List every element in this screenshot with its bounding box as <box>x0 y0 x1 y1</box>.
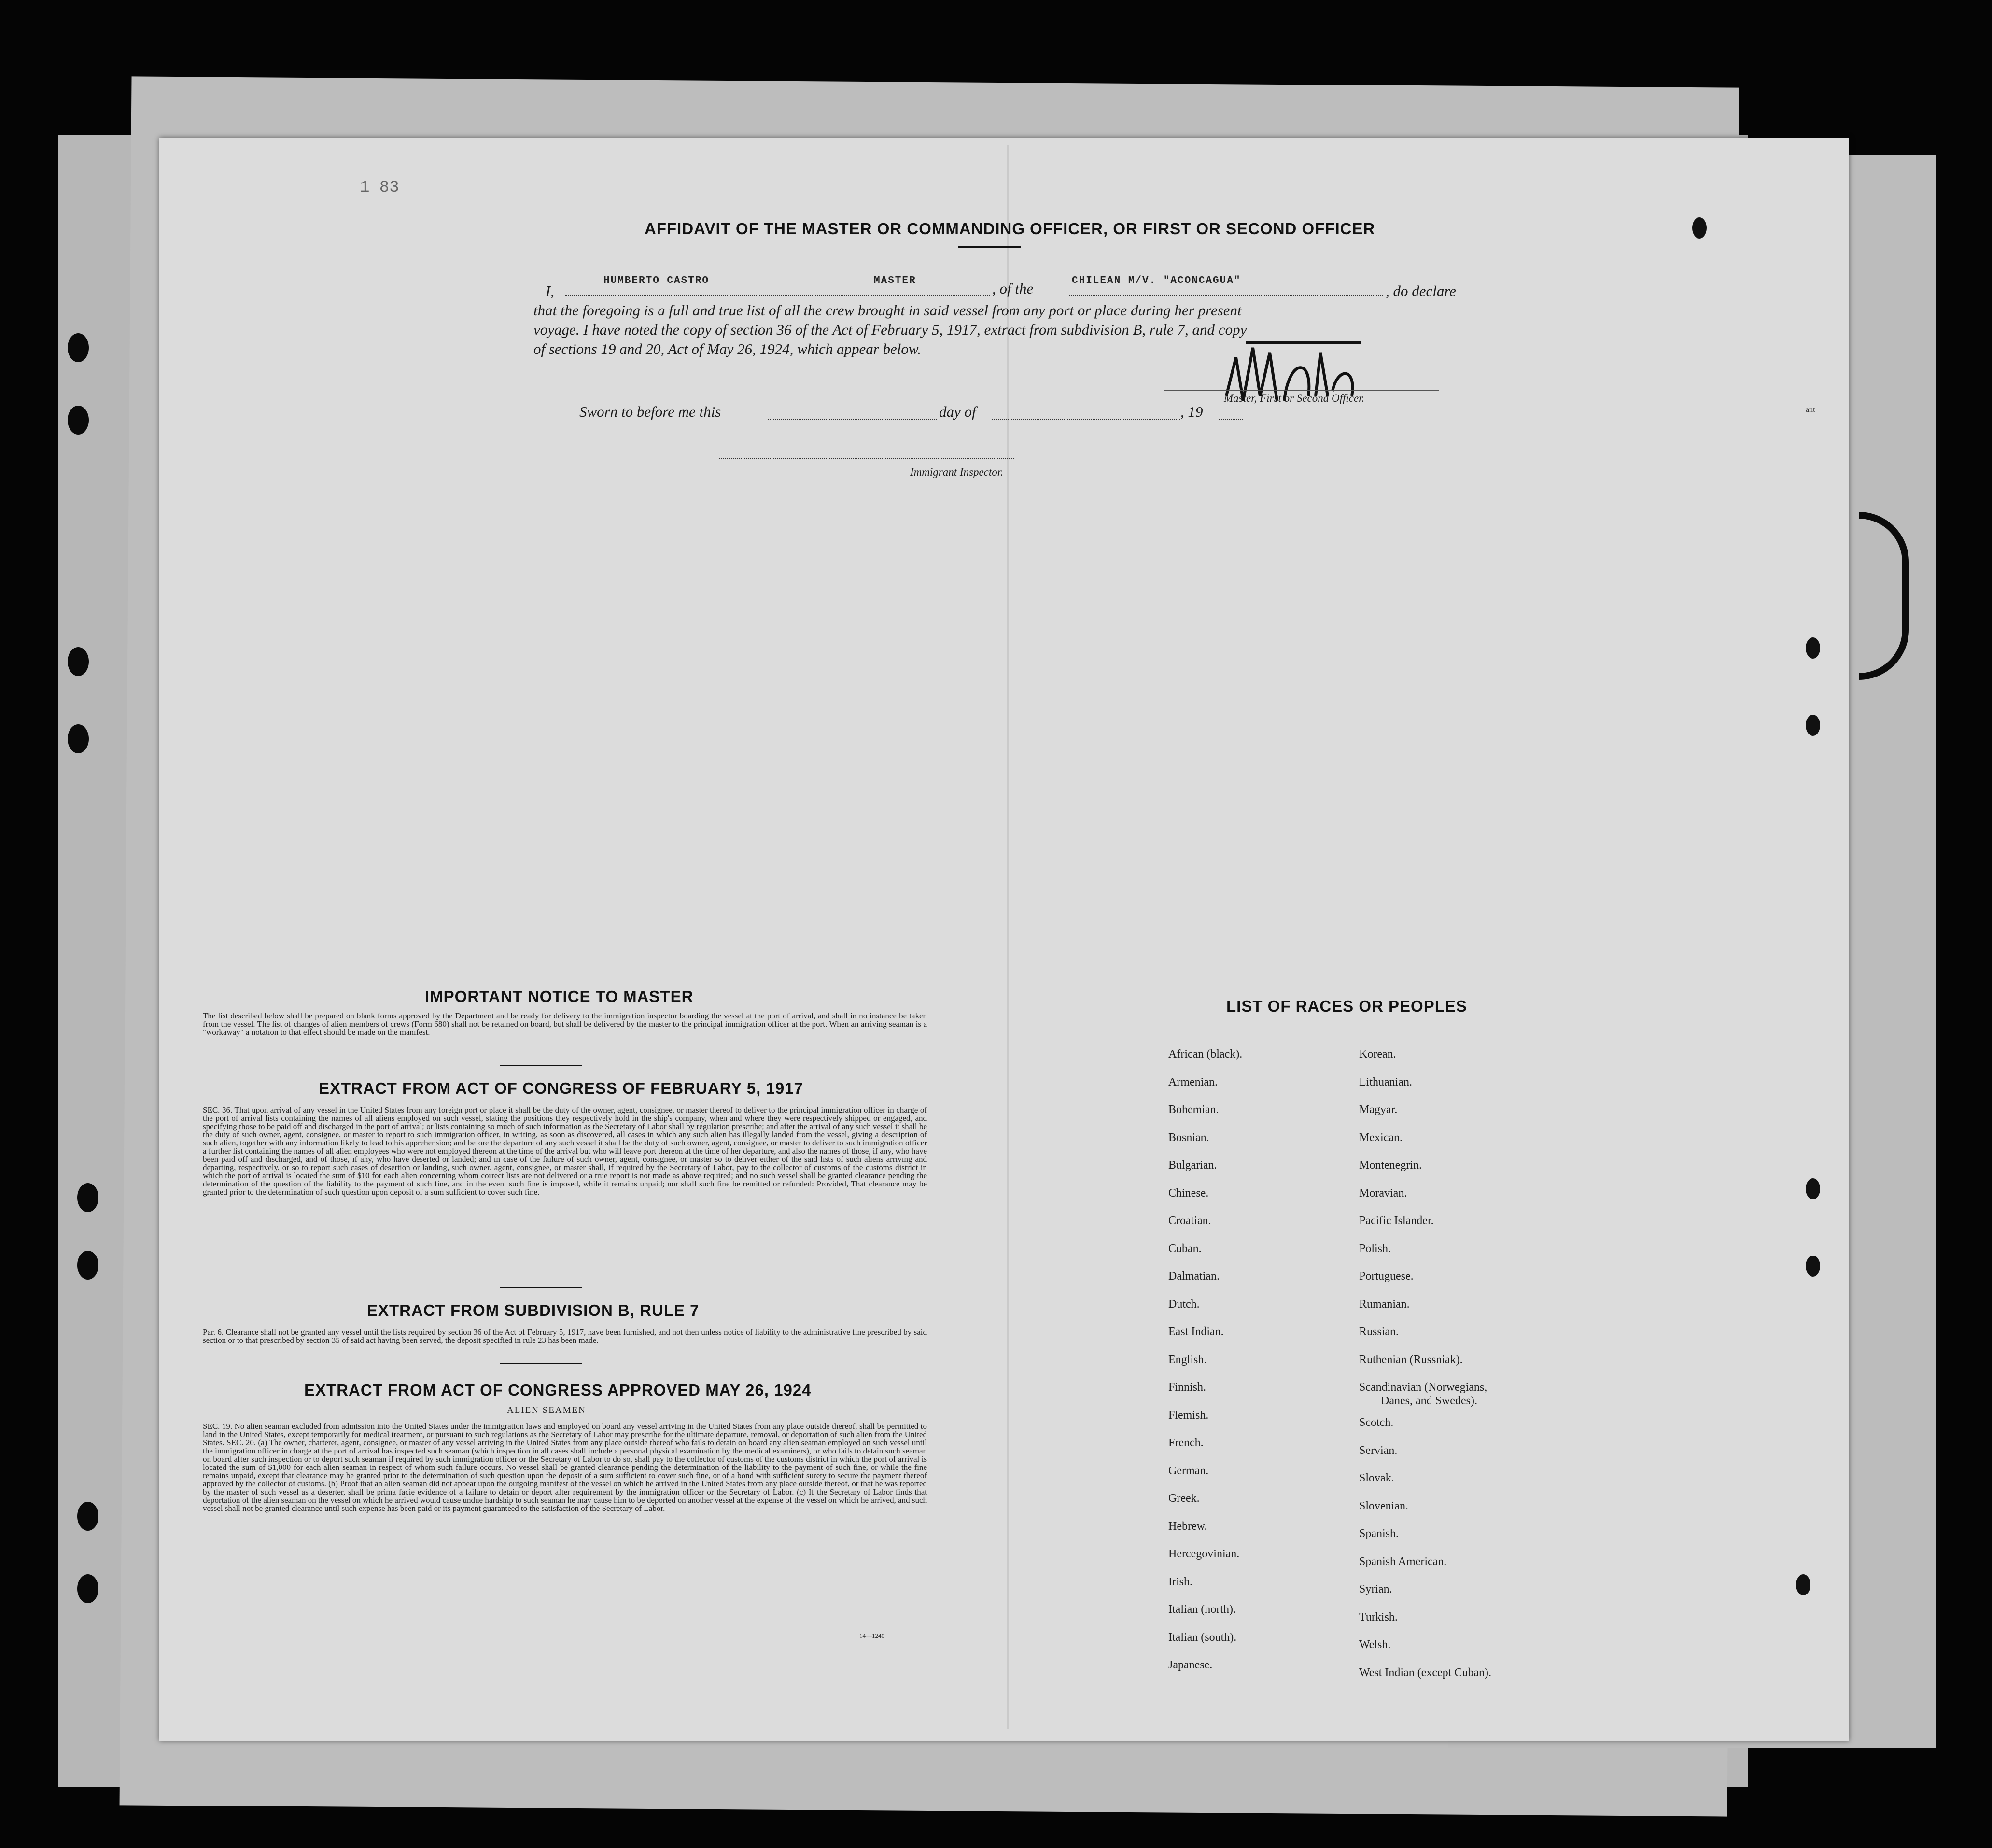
race-item: Scotch. <box>1359 1416 1394 1429</box>
sworn-day-line <box>768 419 937 420</box>
punch-hole <box>1806 1178 1820 1199</box>
race-item: Bosnian. <box>1168 1131 1209 1144</box>
race-item: Slovak. <box>1359 1472 1394 1484</box>
vessel-line <box>1069 295 1383 296</box>
sworn-label: Sworn to before me this <box>579 403 721 420</box>
notice-body: The list described below shall be prepared on blank forms approved by the Department and be ready for delivery to the immigration inspector boarding the vessel at the port of arrival, and shall in no instance be taken from the vessel. The list of changes of alien members of crews (Form 680) shall not be retained on board, but shall be delivered by the master to the principal immigration officer at the port. When an arriving seaman is a "workaway" a notation to that effect should be made on the manifest. <box>203 1011 927 1037</box>
vessel-name: CHILEAN M/V. "ACONCAGUA" <box>1072 275 1241 286</box>
race-item: Dalmatian. <box>1168 1270 1220 1283</box>
punch-hole <box>77 1251 98 1280</box>
race-item: Flemish. <box>1168 1409 1209 1422</box>
punch-hole <box>77 1574 98 1603</box>
title-rule <box>958 246 1021 248</box>
race-item: Hebrew. <box>1168 1520 1207 1533</box>
race-item: Scandinavian (Norwegians, <box>1359 1381 1487 1394</box>
day-of-label: day of <box>939 403 976 420</box>
name-line <box>565 295 990 296</box>
race-item: East Indian. <box>1168 1326 1224 1338</box>
margin-note: 1 83 <box>360 179 399 197</box>
affidavit-line-4: of sections 19 and 20, Act of May 26, 1924, which appear below. <box>533 340 922 357</box>
affidavit-line-2: that the foregoing is a full and true list of all the crew brought in said vessel from any port or place during her present <box>533 302 1242 319</box>
race-item: Chinese. <box>1168 1186 1209 1199</box>
alien-seamen-subtitle: ALIEN SEAMEN <box>507 1405 586 1415</box>
affidavit-title: AFFIDAVIT OF THE MASTER OR COMMANDING OFFICER, OR FIRST OR SECOND OFFICER <box>645 220 1375 238</box>
race-item: Rumanian. <box>1359 1298 1410 1311</box>
rule <box>500 1065 582 1066</box>
sworn-month-line <box>992 419 1180 420</box>
punch-hole <box>1692 217 1707 239</box>
race-item: Danes, and Swedes). <box>1381 1395 1477 1407</box>
corner-note: ant <box>1806 406 1815 414</box>
extract-1924-title: EXTRACT FROM ACT OF CONGRESS APPROVED MAY 26, 1924 <box>304 1381 812 1399</box>
extract-1917-title: EXTRACT FROM ACT OF CONGRESS OF FEBRUARY 5, 1917 <box>319 1079 803 1097</box>
race-item: Finnish. <box>1168 1381 1206 1394</box>
race-item: Bulgarian. <box>1168 1159 1217 1171</box>
race-item: German. <box>1168 1464 1209 1477</box>
binder-clip <box>1859 512 1909 680</box>
race-item: Mexican. <box>1359 1131 1403 1144</box>
race-item: Italian (south). <box>1168 1631 1237 1644</box>
race-item: Servian. <box>1359 1444 1398 1457</box>
race-item: Spanish American. <box>1359 1555 1447 1568</box>
punch-hole <box>1796 1574 1810 1595</box>
punch-hole <box>68 406 89 435</box>
race-item: Montenegrin. <box>1359 1159 1422 1171</box>
race-item: Magyar. <box>1359 1103 1398 1116</box>
master-name: HUMBERTO CASTRO <box>603 275 710 286</box>
rule7-title: EXTRACT FROM SUBDIVISION B, RULE 7 <box>367 1301 700 1319</box>
race-item: English. <box>1168 1353 1207 1366</box>
race-item: Hercegovinian. <box>1168 1548 1240 1560</box>
race-item: Polish. <box>1359 1242 1391 1255</box>
punch-hole <box>1806 715 1820 736</box>
signature-caption: Master, First or Second Officer. <box>1224 392 1365 404</box>
race-item: Lithuanian. <box>1359 1075 1412 1088</box>
race-item: Dutch. <box>1168 1298 1200 1311</box>
rule <box>500 1363 582 1364</box>
page-fold <box>1007 145 1009 1729</box>
race-item: French. <box>1168 1437 1204 1449</box>
race-item: Slovenian. <box>1359 1499 1408 1512</box>
signature-rule <box>1164 390 1439 391</box>
punch-hole <box>68 647 89 676</box>
extract-1924-body: SEC. 19. No alien seaman excluded from admission into the United States under the immigration laws and employed on board any vessel arriving in the United States from any place outside thereof, shall be permitted to land in the United States, except temporarily for medical treatment, or pursuant to such regulations as the Secretary of Labor may prescribe for the ultimate departure, removal, or deportation of such alien from the United States. SEC. 20. (a) The owner, charterer, agent, consignee, or master of any vessel arriving in the United States from any place outside thereof who fails to detain on board any alien seaman employed on such vessel until the immigration officer in charge at the port of arrival has inspected such seaman (which inspection in all cases shall include a personal physical examination by the medical examiners), or who fails to detain such seaman on board after such inspection or to deport such seaman if required by such immigration officer or the Secretary of Labor to do so, shall pay to the collector of customs of the customs district in which the port of arrival is located the sum of $1,000 for each alien seaman in respect of whom such failure occurs. No vessel shall be granted clearance pending the determination of the liability to the payment of such fine, or while the fine remains unpaid, except that clearance may be granted prior to the determination of such question upon the deposit of a sum sufficient to cover such fine, or of a bond with sufficient surety to secure the payment thereof approved by the collector of customs. (b) Proof that an alien seaman did not appear upon the outgoing manifest of the vessel on which he arrived in the United States from any place outside thereof, or that he was reported by the master of such vessel as a deserter, shall be prima facie evidence of a failure to detain or deport after requirement by the immigration officer or the Secretary of Labor. (c) If the Secretary of Labor finds that deportation of the alien seaman on the vessel on which he arrived would cause undue hardship to such seaman he may cause him to be deported on another vessel at the expense of the vessel on which he arrived, and such vessel shall not be granted clearance until such expense has been paid or its payment guaranteed to the satisfaction of the Secretary of Labor. <box>203 1422 927 1513</box>
sworn-year-line <box>1219 419 1243 420</box>
rule <box>500 1287 582 1288</box>
race-item: Portuguese. <box>1359 1270 1414 1283</box>
punch-hole <box>1806 637 1820 659</box>
race-item: West Indian (except Cuban). <box>1359 1666 1491 1679</box>
do-declare-label: , do declare <box>1386 282 1457 299</box>
race-item: Spanish. <box>1359 1527 1399 1540</box>
race-item: Armenian. <box>1168 1075 1218 1088</box>
punch-hole <box>68 724 89 753</box>
extract-1917-body: SEC. 36. That upon arrival of any vessel in the United States from any foreign port or place it shall be the duty of the owner, agent, consignee, or master thereof to deliver to the principal immigration officer in charge of the port of arrival lists containing the names of all aliens employed on such vessel, stating the positions they respectively hold in the ship's company, when and where they were respectively shipped or engaged, and specifying those to be paid off and discharged in the port of arrival; or lists containing so much of such information as the Secretary of Labor shall by regulation prescribe; and after the arrival of any such vessel it shall be the duty of such owner, agent, consignee, or master to report to such immigration officer, in writing, as soon as discovered, all cases in which any such alien has illegally landed from the vessel, giving a description of such alien, together with any information likely to lead to his apprehension; and before the departure of any such vessel it shall be the duty of such owner, agent, consignee, or master to deliver to such immigration officer a further list containing the names of all alien employees who were not employed thereon at the time of the arrival but who will leave port thereon at the time of her departure, and also the names of those, if any, who have been paid off and discharged, and of those, if any, who have deserted or landed; and in case of the failure of such owner, agent, consignee, or master so to deliver either of the said lists of such aliens arriving and departing, respectively, or so to report such cases of desertion or landing, such owner, agent, consignee, or master shall, if required by the Secretary of Labor, pay to the collector of customs of the customs district in which the port of arrival is located the sum of $10 for each alien concerning whom correct lists are not delivered or a true report is not made as above required; and no such vessel shall be granted clearance pending the determination of the question of the liability to the payment of such fine, and in the event such fine is imposed, while it remains unpaid; nor shall such fine be remitted or refunded: Provided, That clearance may be granted prior to the determination of such question upon deposit of a sum sufficient to cover such fine. <box>203 1105 927 1197</box>
rule7-body: Par. 6. Clearance shall not be granted any vessel until the lists required by section 36 of the Act of February 5, 1917, have been furnished, and not then unless notice of liability to the administrative fine prescribed by said section or to that prescribed by section 35 of said act having been served, the deposit specified in rule 23 has been made. <box>203 1327 927 1345</box>
race-item: Croatian. <box>1168 1214 1211 1227</box>
races-right-column <box>1359 1041 1491 1687</box>
punch-hole <box>68 333 89 362</box>
races-left-column <box>1168 1041 1242 1679</box>
race-item: Bohemian. <box>1168 1103 1219 1116</box>
affidavit-i: I, <box>546 282 555 299</box>
race-item: Irish. <box>1168 1575 1192 1588</box>
race-item: Russian. <box>1359 1326 1399 1338</box>
race-item: Korean. <box>1359 1048 1396 1060</box>
affidavit-line-3: voyage. I have noted the copy of section 36 of the Act of February 5, 1917, extract from subdivision B, rule 7, and copy <box>533 321 1247 338</box>
notice-title: IMPORTANT NOTICE TO MASTER <box>425 987 694 1005</box>
race-item: Japanese. <box>1168 1659 1213 1671</box>
race-item: Ruthenian (Russniak). <box>1359 1353 1463 1366</box>
race-item: Italian (north). <box>1168 1603 1236 1616</box>
punch-hole <box>77 1502 98 1531</box>
race-item: Turkish. <box>1359 1610 1398 1623</box>
race-item: Cuban. <box>1168 1242 1202 1255</box>
race-item: Greek. <box>1168 1492 1200 1505</box>
of-the-label: , of the <box>992 280 1034 297</box>
year-label: , 19 <box>1180 403 1203 420</box>
races-title: LIST OF RACES OR PEOPLES <box>1226 997 1467 1015</box>
inspector-line <box>719 458 1014 459</box>
inspector-label: Immigrant Inspector. <box>910 466 1003 478</box>
race-item: Moravian. <box>1359 1186 1407 1199</box>
race-item: Syrian. <box>1359 1583 1392 1595</box>
punch-hole <box>77 1183 98 1212</box>
punch-hole <box>1806 1256 1820 1277</box>
master-rank: MASTER <box>874 275 916 286</box>
race-item: Pacific Islander. <box>1359 1214 1434 1227</box>
race-item: Welsh. <box>1359 1638 1391 1651</box>
form-number: 14—1240 <box>859 1632 884 1639</box>
race-item: African (black). <box>1168 1048 1243 1060</box>
